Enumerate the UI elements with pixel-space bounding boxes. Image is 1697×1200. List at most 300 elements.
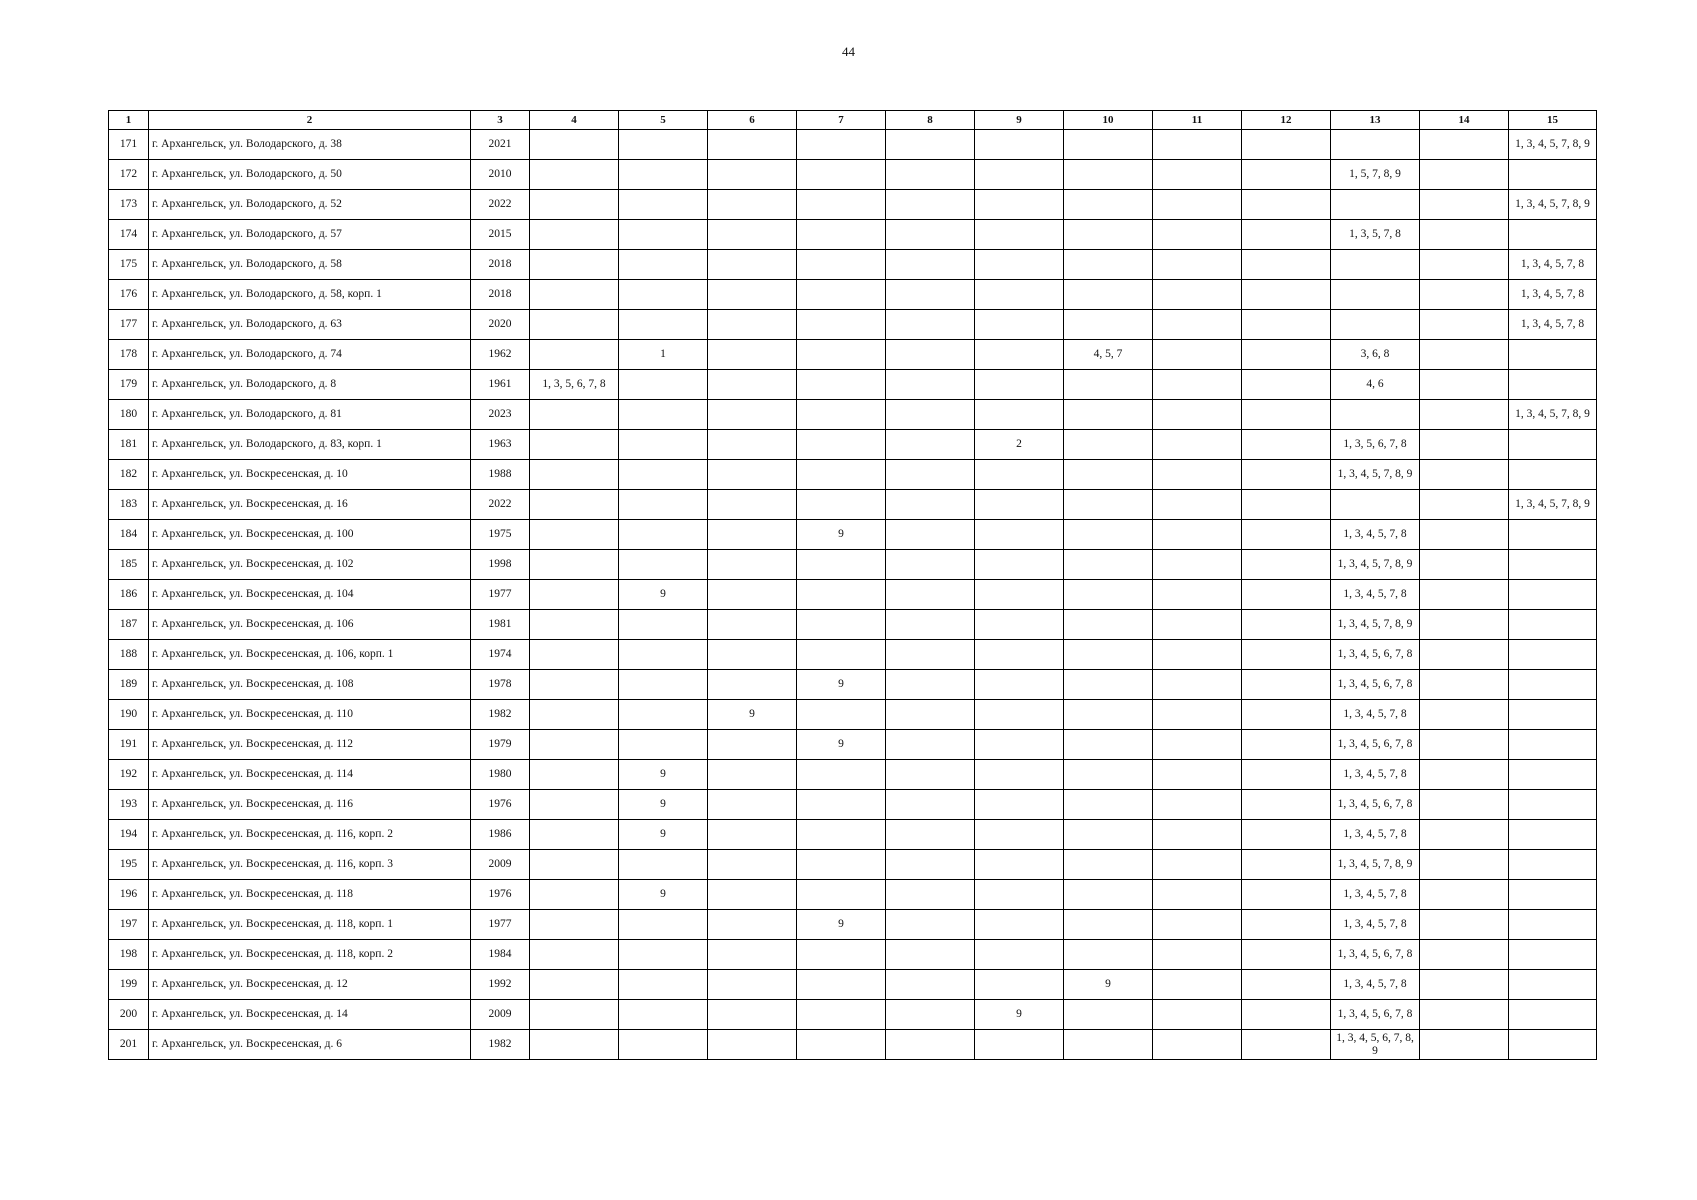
table-cell [619, 730, 708, 760]
table-cell [530, 880, 619, 910]
table-cell [1331, 190, 1420, 220]
address-cell: г. Архангельск, ул. Воскресенская, д. 116, корп. 3 [149, 850, 471, 880]
table-cell [530, 190, 619, 220]
table-cell [708, 190, 797, 220]
table-cell [708, 220, 797, 250]
row-number-cell: 196 [109, 880, 149, 910]
table-cell [1242, 1000, 1331, 1030]
row-number-cell: 183 [109, 490, 149, 520]
address-cell: г. Архангельск, ул. Воскресенская, д. 16 [149, 490, 471, 520]
table-cell [1153, 670, 1242, 700]
table-cell [1242, 160, 1331, 190]
table-cell: 9 [619, 790, 708, 820]
table-row [109, 400, 1597, 430]
table-row [109, 700, 1597, 730]
table-cell [1509, 790, 1597, 820]
table-cell: 1, 3, 4, 5, 7, 8 [1509, 250, 1597, 280]
table-cell [975, 970, 1064, 1000]
table-row [109, 850, 1597, 880]
table-cell [1420, 670, 1509, 700]
row-number-cell: 191 [109, 730, 149, 760]
table-cell [1064, 430, 1153, 460]
table-cell [1420, 910, 1509, 940]
table-cell [1153, 190, 1242, 220]
table-row [109, 250, 1597, 280]
table-row [109, 1030, 1597, 1060]
table-cell [975, 370, 1064, 400]
table-cell [975, 220, 1064, 250]
table-cell [1242, 250, 1331, 280]
table-cell [1420, 760, 1509, 790]
table-cell [1420, 970, 1509, 1000]
table-cell [1064, 130, 1153, 160]
year-cell: 1962 [471, 340, 530, 370]
table-cell [797, 970, 886, 1000]
table-cell [530, 580, 619, 610]
column-header-9: 9 [975, 111, 1064, 130]
table-cell [708, 1030, 797, 1060]
table-cell [1331, 250, 1420, 280]
address-cell: г. Архангельск, ул. Володарского, д. 50 [149, 160, 471, 190]
column-header-13: 13 [1331, 111, 1420, 130]
address-cell: г. Архангельск, ул. Воскресенская, д. 14 [149, 1000, 471, 1030]
table-cell [708, 760, 797, 790]
table-cell [1153, 490, 1242, 520]
table-cell [1420, 550, 1509, 580]
row-number-cell: 184 [109, 520, 149, 550]
row-number-cell: 171 [109, 130, 149, 160]
table-cell [797, 280, 886, 310]
table-cell [1064, 730, 1153, 760]
table-cell [708, 910, 797, 940]
table-cell [975, 280, 1064, 310]
address-cell: г. Архангельск, ул. Воскресенская, д. 102 [149, 550, 471, 580]
table-cell [1064, 1030, 1153, 1060]
table-row [109, 310, 1597, 340]
row-number-cell: 200 [109, 1000, 149, 1030]
table-cell [708, 250, 797, 280]
table-cell [1509, 910, 1597, 940]
table-cell [1331, 280, 1420, 310]
table-cell: 9 [708, 700, 797, 730]
year-cell: 1976 [471, 880, 530, 910]
table-cell [1064, 190, 1153, 220]
table-cell: 1, 3, 4, 5, 7, 8 [1331, 580, 1420, 610]
table-cell [797, 790, 886, 820]
table-cell [975, 730, 1064, 760]
table-cell [1509, 880, 1597, 910]
address-cell: г. Архангельск, ул. Воскресенская, д. 118 [149, 880, 471, 910]
table-cell [530, 640, 619, 670]
row-number-cell: 194 [109, 820, 149, 850]
table-cell: 3, 6, 8 [1331, 340, 1420, 370]
table-cell [708, 430, 797, 460]
table-cell [975, 520, 1064, 550]
table-cell [1420, 280, 1509, 310]
table-cell [1153, 760, 1242, 790]
table-cell [708, 850, 797, 880]
table-cell [1420, 820, 1509, 850]
table-cell [975, 250, 1064, 280]
table-cell [708, 520, 797, 550]
table-cell [975, 490, 1064, 520]
table-cell [1064, 250, 1153, 280]
address-cell: г. Архангельск, ул. Воскресенская, д. 112 [149, 730, 471, 760]
table-cell [797, 760, 886, 790]
table-cell [1064, 310, 1153, 340]
year-cell: 1975 [471, 520, 530, 550]
table-cell: 1, 3, 4, 5, 7, 8 [1331, 910, 1420, 940]
table-cell [1242, 220, 1331, 250]
table-cell: 9 [797, 520, 886, 550]
table-cell [708, 610, 797, 640]
table-cell [797, 850, 886, 880]
table-cell [619, 850, 708, 880]
table-cell [1242, 760, 1331, 790]
table-cell [1420, 610, 1509, 640]
table-cell [1420, 520, 1509, 550]
table-cell [708, 820, 797, 850]
row-number-cell: 176 [109, 280, 149, 310]
row-number-cell: 186 [109, 580, 149, 610]
table-cell [1064, 910, 1153, 940]
table-cell [530, 730, 619, 760]
table-cell [530, 820, 619, 850]
table-cell [797, 370, 886, 400]
table-cell [1064, 520, 1153, 550]
year-cell: 2018 [471, 280, 530, 310]
table-cell [1242, 310, 1331, 340]
table-cell [708, 670, 797, 700]
table-cell: 1, 3, 4, 5, 7, 8, 9 [1331, 850, 1420, 880]
table-cell [530, 280, 619, 310]
table-cell [886, 970, 975, 1000]
table-cell [1064, 790, 1153, 820]
row-number-cell: 199 [109, 970, 149, 1000]
table-cell [886, 250, 975, 280]
column-header-6: 6 [708, 111, 797, 130]
register-table [108, 110, 1597, 1060]
year-cell: 1986 [471, 820, 530, 850]
table-cell [530, 400, 619, 430]
table-cell [797, 610, 886, 640]
table-cell [708, 790, 797, 820]
row-number-cell: 177 [109, 310, 149, 340]
year-cell: 2010 [471, 160, 530, 190]
table-cell [886, 400, 975, 430]
table-cell [975, 580, 1064, 610]
table-cell [975, 400, 1064, 430]
row-number-cell: 180 [109, 400, 149, 430]
table-cell [1509, 340, 1597, 370]
table-cell [886, 490, 975, 520]
year-cell: 1982 [471, 700, 530, 730]
table-cell [1509, 820, 1597, 850]
table-cell [1420, 310, 1509, 340]
table-row [109, 160, 1597, 190]
table-cell [886, 700, 975, 730]
address-cell: г. Архангельск, ул. Володарского, д. 8 [149, 370, 471, 400]
row-number-cell: 192 [109, 760, 149, 790]
table-cell: 9 [1064, 970, 1153, 1000]
row-number-cell: 174 [109, 220, 149, 250]
table-cell [797, 340, 886, 370]
table-cell [1064, 160, 1153, 190]
table-cell [886, 880, 975, 910]
table-cell [708, 730, 797, 760]
table-cell [1509, 430, 1597, 460]
table-cell: 1, 3, 4, 5, 7, 8, 9 [1509, 190, 1597, 220]
row-number-cell: 182 [109, 460, 149, 490]
table-cell [1153, 340, 1242, 370]
table-row [109, 940, 1597, 970]
table-cell [1509, 460, 1597, 490]
address-cell: г. Архангельск, ул. Володарского, д. 74 [149, 340, 471, 370]
table-cell [975, 700, 1064, 730]
table-cell [797, 550, 886, 580]
table-cell [1420, 190, 1509, 220]
table-cell [1509, 640, 1597, 670]
row-number-cell: 189 [109, 670, 149, 700]
table-cell [1153, 970, 1242, 1000]
table-cell: 1, 3, 4, 5, 7, 8 [1331, 760, 1420, 790]
table-cell: 1, 3, 4, 5, 7, 8 [1509, 280, 1597, 310]
table-cell [708, 310, 797, 340]
address-cell: г. Архангельск, ул. Воскресенская, д. 106 [149, 610, 471, 640]
table-cell [619, 670, 708, 700]
table-cell [1509, 370, 1597, 400]
address-cell: г. Архангельск, ул. Воскресенская, д. 106, корп. 1 [149, 640, 471, 670]
table-row [109, 970, 1597, 1000]
table-cell [797, 430, 886, 460]
table-cell [1420, 730, 1509, 760]
table-cell [1064, 880, 1153, 910]
table-cell [1064, 490, 1153, 520]
address-cell: г. Архангельск, ул. Володарского, д. 81 [149, 400, 471, 430]
row-number-cell: 185 [109, 550, 149, 580]
table-cell [1242, 190, 1331, 220]
table-cell [1153, 640, 1242, 670]
table-cell [797, 400, 886, 430]
table-cell [1064, 550, 1153, 580]
year-cell: 2009 [471, 850, 530, 880]
table-cell: 1, 3, 4, 5, 7, 8, 9 [1331, 550, 1420, 580]
table-cell [1420, 880, 1509, 910]
table-cell [530, 1030, 619, 1060]
table-cell [619, 280, 708, 310]
table-cell [1064, 610, 1153, 640]
table-cell [975, 940, 1064, 970]
table-cell [708, 460, 797, 490]
table-row [109, 880, 1597, 910]
table-cell: 1, 3, 4, 5, 6, 7, 8 [1331, 940, 1420, 970]
year-cell: 2018 [471, 250, 530, 280]
table-cell: 9 [975, 1000, 1064, 1030]
address-cell: г. Архангельск, ул. Володарского, д. 57 [149, 220, 471, 250]
table-cell [797, 160, 886, 190]
table-cell [530, 700, 619, 730]
table-cell [530, 460, 619, 490]
table-row [109, 340, 1597, 370]
row-number-cell: 193 [109, 790, 149, 820]
address-cell: г. Архангельск, ул. Воскресенская, д. 114 [149, 760, 471, 790]
table-cell [886, 550, 975, 580]
table-cell [1153, 370, 1242, 400]
table-cell [797, 490, 886, 520]
table-cell: 9 [797, 910, 886, 940]
table-row [109, 220, 1597, 250]
table-cell [1242, 280, 1331, 310]
table-cell [1242, 580, 1331, 610]
table-cell [886, 1030, 975, 1060]
table-cell: 4, 6 [1331, 370, 1420, 400]
column-header-5: 5 [619, 111, 708, 130]
table-cell [1242, 970, 1331, 1000]
table-cell [1420, 250, 1509, 280]
table-cell [886, 1000, 975, 1030]
table-cell [1420, 160, 1509, 190]
table-cell [1064, 400, 1153, 430]
table-cell [530, 910, 619, 940]
table-cell [797, 700, 886, 730]
table-row [109, 910, 1597, 940]
table-cell [886, 910, 975, 940]
table-cell [1242, 550, 1331, 580]
table-cell [619, 370, 708, 400]
table-cell [1064, 760, 1153, 790]
table-cell [1153, 790, 1242, 820]
table-cell [1509, 850, 1597, 880]
year-cell: 2021 [471, 130, 530, 160]
table-cell [975, 880, 1064, 910]
table-cell [1509, 940, 1597, 970]
table-cell [1153, 850, 1242, 880]
table-cell: 1, 3, 4, 5, 7, 8 [1331, 700, 1420, 730]
address-cell: г. Архангельск, ул. Воскресенская, д. 104 [149, 580, 471, 610]
table-cell [975, 670, 1064, 700]
table-cell [886, 190, 975, 220]
table-cell [708, 550, 797, 580]
table-row [109, 640, 1597, 670]
column-header-15: 15 [1509, 111, 1597, 130]
address-cell: г. Архангельск, ул. Воскресенская, д. 100 [149, 520, 471, 550]
table-cell [1153, 130, 1242, 160]
row-number-cell: 187 [109, 610, 149, 640]
table-cell [530, 760, 619, 790]
table-cell [975, 550, 1064, 580]
year-cell: 1984 [471, 940, 530, 970]
table-cell [1242, 640, 1331, 670]
table-cell [975, 310, 1064, 340]
table-cell [1242, 340, 1331, 370]
table-cell [1242, 400, 1331, 430]
table-row [109, 670, 1597, 700]
table-cell [1420, 1030, 1509, 1060]
column-header-2: 2 [149, 111, 471, 130]
address-cell: г. Архангельск, ул. Воскресенская, д. 12 [149, 970, 471, 1000]
table-row [109, 550, 1597, 580]
year-cell: 1976 [471, 790, 530, 820]
table-cell [1242, 820, 1331, 850]
table-cell [1509, 550, 1597, 580]
table-cell [1064, 700, 1153, 730]
table-cell [1064, 460, 1153, 490]
year-cell: 2020 [471, 310, 530, 340]
column-header-10: 10 [1064, 111, 1153, 130]
table-cell [1509, 580, 1597, 610]
column-header-14: 14 [1420, 111, 1509, 130]
table-cell [1331, 490, 1420, 520]
table-cell [1064, 220, 1153, 250]
table-cell [1420, 340, 1509, 370]
table-cell [619, 220, 708, 250]
year-cell: 1963 [471, 430, 530, 460]
table-cell: 9 [619, 820, 708, 850]
table-cell [975, 760, 1064, 790]
table-cell [1242, 130, 1331, 160]
page-number: 44 [842, 44, 855, 59]
row-number-cell: 195 [109, 850, 149, 880]
table-cell [1509, 1030, 1597, 1060]
table-cell [975, 640, 1064, 670]
table-cell [1331, 400, 1420, 430]
table-cell [1420, 850, 1509, 880]
table-cell [975, 130, 1064, 160]
table-row [109, 460, 1597, 490]
table-cell [1153, 250, 1242, 280]
row-number-cell: 173 [109, 190, 149, 220]
table-cell [886, 730, 975, 760]
table-cell [1153, 400, 1242, 430]
table-cell [530, 160, 619, 190]
table-cell [1064, 280, 1153, 310]
address-cell: г. Архангельск, ул. Воскресенская, д. 108 [149, 670, 471, 700]
table-cell [1153, 1030, 1242, 1060]
table-cell [1242, 670, 1331, 700]
table-cell [797, 1030, 886, 1060]
table-cell [886, 370, 975, 400]
table-cell [530, 250, 619, 280]
year-cell: 1981 [471, 610, 530, 640]
table-cell [708, 880, 797, 910]
table-cell: 9 [797, 670, 886, 700]
table-cell [1242, 880, 1331, 910]
table-cell: 1 [619, 340, 708, 370]
row-number-cell: 201 [109, 1030, 149, 1060]
table-cell [708, 580, 797, 610]
table-cell [886, 130, 975, 160]
table-cell [975, 820, 1064, 850]
table-cell [886, 160, 975, 190]
table-cell [1242, 910, 1331, 940]
year-cell: 2009 [471, 1000, 530, 1030]
table-body [109, 130, 1597, 1060]
table-cell [530, 220, 619, 250]
table-cell [1242, 1030, 1331, 1060]
table-cell: 9 [797, 730, 886, 760]
table-cell [886, 280, 975, 310]
table-cell: 1, 3, 4, 5, 7, 8, 9 [1331, 460, 1420, 490]
table-cell [975, 340, 1064, 370]
table-cell [1064, 670, 1153, 700]
table-cell [797, 220, 886, 250]
table-cell: 1, 3, 5, 6, 7, 8 [530, 370, 619, 400]
column-header-11: 11 [1153, 111, 1242, 130]
row-number-cell: 190 [109, 700, 149, 730]
table-header [109, 111, 1597, 130]
table-cell [797, 1000, 886, 1030]
table-cell [619, 610, 708, 640]
